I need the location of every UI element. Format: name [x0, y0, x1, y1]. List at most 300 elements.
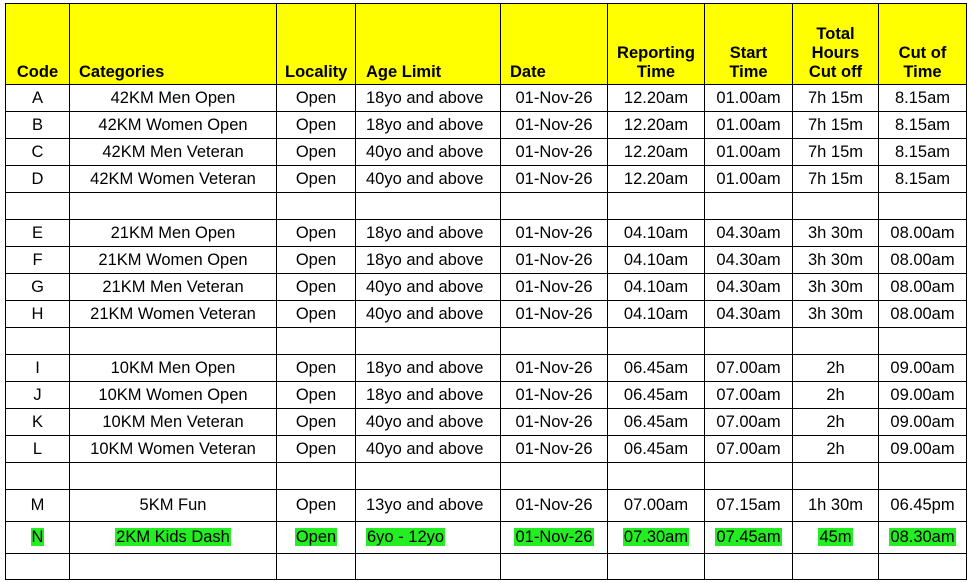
cell-start-time-text: 07.15am — [716, 496, 781, 514]
cell-reporting-time-text: 12.20am — [623, 88, 689, 107]
cell-total-hours — [793, 301, 879, 328]
cell-total-hours — [793, 247, 879, 274]
cell-cut-off-time — [879, 220, 967, 247]
cell-total-hours — [793, 522, 879, 554]
cell-category — [70, 409, 277, 436]
blank-cell — [501, 554, 608, 580]
cell-code — [6, 382, 70, 409]
cell-total-hours — [793, 274, 879, 301]
cell-age-limit — [356, 220, 501, 247]
cell-locality-text: Open — [295, 277, 337, 296]
blank-cell — [6, 328, 70, 355]
cell-age-limit — [356, 112, 501, 139]
cell-reporting-time-text: 06.45am — [623, 412, 689, 431]
cell-start-time — [705, 139, 793, 166]
cell-date — [501, 220, 608, 247]
cell-code-text: M — [30, 496, 45, 514]
cell-cut-off-time-text: 08.00am — [890, 277, 955, 296]
cell-locality-text: Open — [295, 528, 337, 546]
blank-cell — [793, 193, 879, 220]
blank-cell — [608, 463, 705, 490]
blank-cell — [879, 463, 967, 490]
cell-start-time — [705, 522, 793, 554]
cell-date-text: 01-Nov-26 — [515, 169, 593, 188]
table-row — [6, 355, 967, 382]
cell-locality — [277, 301, 356, 328]
cell-total-hours — [793, 112, 879, 139]
header-total-hours — [793, 4, 879, 85]
cell-start-time-text: 01.00am — [716, 169, 781, 188]
cell-age-limit-text: 18yo and above — [366, 250, 484, 269]
cell-total-hours-text: 45m — [819, 528, 852, 546]
cell-reporting-time — [608, 85, 705, 112]
header-reporting-time — [608, 4, 705, 85]
cell-date — [501, 247, 608, 274]
cell-category-text: 10KM Men Veteran — [102, 412, 244, 431]
cell-total-hours-text: 2h — [826, 385, 845, 404]
cell-age-limit-text: 18yo and above — [366, 358, 484, 377]
cell-age-limit — [356, 436, 501, 463]
table-row — [6, 112, 967, 139]
cell-total-hours — [793, 85, 879, 112]
cell-start-time-text: 01.00am — [716, 142, 781, 161]
blank-cell — [608, 328, 705, 355]
cell-date-text: 01-Nov-26 — [515, 496, 593, 514]
cell-date — [501, 382, 608, 409]
cell-cut-off-time-text: 09.00am — [890, 412, 955, 431]
cell-date — [501, 490, 608, 522]
cell-age-limit-text: 6yo - 12yo — [367, 528, 445, 546]
cell-cut-off-time-text: 08.30am — [890, 528, 955, 546]
cell-age-limit-text: 13yo and above — [366, 496, 484, 514]
cell-age-limit-text: 40yo and above — [366, 142, 484, 161]
cell-date-text: 01-Nov-26 — [515, 250, 593, 269]
cell-reporting-time — [608, 522, 705, 554]
table-row — [6, 274, 967, 301]
cell-code-text: G — [31, 277, 44, 296]
cell-age-limit-text: 40yo and above — [366, 304, 484, 323]
cell-code — [6, 220, 70, 247]
cell-age-limit — [356, 139, 501, 166]
cell-total-hours-text: 1h 30m — [807, 496, 864, 514]
header-cut-off-time — [879, 4, 967, 85]
cell-age-limit-text: 18yo and above — [366, 223, 484, 242]
cell-code-text: N — [31, 528, 44, 546]
cell-category — [70, 301, 277, 328]
header-start-time — [705, 4, 793, 85]
table-row — [6, 139, 967, 166]
cell-locality-text: Open — [295, 439, 337, 458]
cell-start-time-text: 07.00am — [716, 439, 781, 458]
table-row — [6, 436, 967, 463]
cell-date-text: 01-Nov-26 — [515, 358, 593, 377]
cell-category-text: 10KM Women Veteran — [90, 439, 256, 458]
cell-category-text: 2KM Kids Dash — [116, 528, 230, 546]
cell-start-time-text: 04.30am — [716, 223, 781, 242]
cell-category-text: 21KM Women Open — [98, 250, 248, 269]
cell-reporting-time — [608, 301, 705, 328]
cell-category-text: 21KM Women Veteran — [90, 304, 256, 323]
cell-start-time — [705, 112, 793, 139]
cell-date-text: 01-Nov-26 — [515, 439, 593, 458]
cell-reporting-time-text: 06.45am — [623, 439, 689, 458]
cell-code — [6, 274, 70, 301]
cell-cut-off-time — [879, 274, 967, 301]
blank-cell — [501, 328, 608, 355]
cell-start-time — [705, 301, 793, 328]
cell-locality-text: Open — [295, 115, 337, 134]
cell-date-text: 01-Nov-26 — [515, 142, 593, 161]
cell-date-text: 01-Nov-26 — [515, 115, 593, 134]
blank-cell — [6, 193, 70, 220]
table-row — [6, 85, 967, 112]
cell-locality — [277, 409, 356, 436]
cell-code — [6, 139, 70, 166]
cell-reporting-time-text: 04.10am — [623, 277, 689, 296]
cell-date-text: 01-Nov-26 — [515, 385, 593, 404]
cell-cut-off-time — [879, 382, 967, 409]
cell-locality-text: Open — [295, 142, 337, 161]
cell-locality — [277, 220, 356, 247]
blank-cell — [705, 328, 793, 355]
cell-category-text: 10KM Women Open — [98, 385, 248, 404]
table-row — [6, 247, 967, 274]
blank-cell — [879, 328, 967, 355]
cell-reporting-time — [608, 139, 705, 166]
cell-category — [70, 490, 277, 522]
table-row — [6, 301, 967, 328]
cell-total-hours — [793, 220, 879, 247]
cell-code — [6, 490, 70, 522]
cell-start-time-text: 04.30am — [716, 304, 781, 323]
blank-cell — [70, 463, 277, 490]
cell-date-text: 01-Nov-26 — [515, 277, 593, 296]
cell-cut-off-time-text: 09.00am — [890, 439, 955, 458]
cell-cut-off-time-text: 8.15am — [894, 115, 951, 134]
table-row — [6, 382, 967, 409]
cell-category — [70, 355, 277, 382]
cell-start-time — [705, 220, 793, 247]
cell-start-time — [705, 85, 793, 112]
header-code: Code — [6, 4, 70, 85]
table-row — [6, 220, 967, 247]
cell-start-time — [705, 490, 793, 522]
cell-reporting-time — [608, 220, 705, 247]
cell-date — [501, 436, 608, 463]
cell-reporting-time — [608, 436, 705, 463]
cell-category — [70, 382, 277, 409]
cell-age-limit — [356, 301, 501, 328]
cell-total-hours — [793, 139, 879, 166]
cell-start-time-text: 07.00am — [716, 358, 781, 377]
blank-cell — [277, 463, 356, 490]
blank-cell — [501, 193, 608, 220]
cell-category-text: 21KM Men Open — [110, 223, 236, 242]
cell-locality — [277, 139, 356, 166]
cell-cut-off-time — [879, 522, 967, 554]
cell-start-time — [705, 274, 793, 301]
cell-total-hours-text: 7h 15m — [807, 142, 864, 161]
cell-age-limit — [356, 355, 501, 382]
header-cutoff-line2: Time — [903, 63, 942, 81]
cell-code-text: E — [31, 223, 43, 242]
cell-code — [6, 166, 70, 193]
cell-date — [501, 139, 608, 166]
cell-total-hours — [793, 490, 879, 522]
cell-cut-off-time-text: 08.00am — [890, 250, 955, 269]
table-row — [6, 166, 967, 193]
blank-cell — [6, 463, 70, 490]
blank-cell — [356, 328, 501, 355]
cell-locality — [277, 382, 356, 409]
cell-locality-text: Open — [295, 304, 337, 323]
cell-start-time — [705, 166, 793, 193]
cell-category — [70, 139, 277, 166]
cell-code-text: L — [32, 439, 43, 458]
cell-date — [501, 85, 608, 112]
cell-date — [501, 301, 608, 328]
race-categories-table — [5, 3, 967, 580]
cell-category — [70, 85, 277, 112]
cell-date — [501, 409, 608, 436]
cell-date-text: 01-Nov-26 — [515, 412, 593, 431]
header-total-line1: Total — [816, 25, 855, 43]
cell-total-hours-text: 7h 15m — [807, 88, 864, 107]
table-row — [6, 522, 967, 554]
cell-start-time-text: 01.00am — [716, 88, 781, 107]
blank-cell — [70, 328, 277, 355]
cell-category — [70, 274, 277, 301]
cell-cut-off-time — [879, 436, 967, 463]
cell-date — [501, 166, 608, 193]
blank-separator-row — [6, 463, 967, 490]
cell-age-limit — [356, 382, 501, 409]
cell-code — [6, 522, 70, 554]
cell-start-time — [705, 409, 793, 436]
cell-age-limit-text: 18yo and above — [366, 385, 484, 404]
cell-age-limit-text: 40yo and above — [366, 277, 484, 296]
cell-locality — [277, 247, 356, 274]
cell-date-text: 01-Nov-26 — [515, 223, 593, 242]
table-body — [6, 85, 967, 580]
cell-total-hours-text: 7h 15m — [807, 115, 864, 134]
header-locality: Locality — [277, 4, 356, 85]
cell-category-text: 42KM Women Open — [98, 115, 248, 134]
cell-code — [6, 355, 70, 382]
cell-cut-off-time — [879, 490, 967, 522]
cell-reporting-time-text: 06.45am — [623, 385, 689, 404]
cell-cut-off-time-text: 09.00am — [890, 358, 955, 377]
blank-cell — [608, 193, 705, 220]
cell-category-text: 42KM Men Veteran — [102, 142, 244, 161]
blank-cell — [356, 463, 501, 490]
cell-cut-off-time — [879, 85, 967, 112]
cell-locality-text: Open — [295, 223, 337, 242]
cell-category-text: 42KM Women Veteran — [90, 169, 256, 188]
header-categories: Categories — [70, 4, 277, 85]
cell-date — [501, 522, 608, 554]
cell-code-text: B — [31, 115, 43, 134]
cell-reporting-time-text: 07.00am — [623, 496, 689, 514]
cell-age-limit-text: 18yo and above — [366, 88, 484, 107]
cell-total-hours — [793, 166, 879, 193]
cell-age-limit-text: 40yo and above — [366, 412, 484, 431]
header-start-line2: Time — [729, 63, 768, 81]
blank-cell — [608, 554, 705, 580]
cell-age-limit-text: 40yo and above — [366, 439, 484, 458]
cell-code-text: K — [31, 412, 43, 431]
header-reporting-line1: Reporting — [617, 44, 695, 62]
cell-category — [70, 220, 277, 247]
header-total-line3: Cut off — [808, 63, 863, 81]
cell-total-hours — [793, 436, 879, 463]
blank-cell — [501, 463, 608, 490]
cell-start-time-text: 07.45am — [716, 528, 781, 546]
cell-reporting-time-text: 12.20am — [623, 169, 689, 188]
cell-start-time-text: 04.30am — [716, 277, 781, 296]
cell-age-limit-text: 40yo and above — [366, 169, 484, 188]
cell-code — [6, 85, 70, 112]
cell-code-text: C — [31, 142, 44, 161]
cell-start-time — [705, 355, 793, 382]
cell-date-text: 01-Nov-26 — [515, 304, 593, 323]
cell-date-text: 01-Nov-26 — [515, 88, 593, 107]
cell-code-text: A — [31, 88, 43, 107]
cell-locality-text: Open — [295, 412, 337, 431]
blank-cell — [879, 193, 967, 220]
cell-reporting-time-text: 07.30am — [623, 528, 689, 546]
cell-cut-off-time — [879, 247, 967, 274]
blank-cell — [793, 554, 879, 580]
cell-reporting-time — [608, 274, 705, 301]
blank-cell — [277, 328, 356, 355]
cell-start-time-text: 01.00am — [716, 115, 781, 134]
cell-code — [6, 112, 70, 139]
cell-total-hours-text: 2h — [826, 439, 845, 458]
cell-category — [70, 522, 277, 554]
header-cutoff-line1: Cut of — [898, 44, 947, 62]
cell-category — [70, 247, 277, 274]
cell-cut-off-time — [879, 409, 967, 436]
cell-cut-off-time-text: 8.15am — [894, 142, 951, 161]
cell-total-hours-text: 2h — [826, 412, 845, 431]
blank-cell — [277, 554, 356, 580]
cell-category-text: 10KM Men Open — [110, 358, 236, 377]
cell-start-time — [705, 436, 793, 463]
cell-age-limit — [356, 490, 501, 522]
cell-reporting-time — [608, 382, 705, 409]
cell-reporting-time — [608, 247, 705, 274]
cell-code-text: I — [35, 358, 40, 377]
blank-cell — [705, 554, 793, 580]
cell-reporting-time-text: 12.20am — [623, 142, 689, 161]
cell-total-hours — [793, 382, 879, 409]
cell-total-hours-text: 2h — [826, 358, 845, 377]
header-start-line1: Start — [729, 44, 768, 62]
cell-category-text: 42KM Men Open — [110, 88, 236, 107]
cell-total-hours — [793, 355, 879, 382]
header-date: Date — [501, 4, 608, 85]
cell-total-hours-text: 3h 30m — [807, 277, 864, 296]
cell-code — [6, 436, 70, 463]
cell-cut-off-time-text: 08.00am — [890, 223, 955, 242]
cell-category-text: 5KM Fun — [139, 496, 207, 514]
blank-cell — [70, 193, 277, 220]
cell-locality-text: Open — [295, 496, 337, 514]
header-age-limit: Age Limit — [356, 4, 501, 85]
cell-total-hours-text: 3h 30m — [807, 304, 864, 323]
cell-code-text: H — [31, 304, 44, 323]
cell-start-time-text: 07.00am — [716, 385, 781, 404]
cell-age-limit-text: 18yo and above — [366, 115, 484, 134]
cell-locality — [277, 436, 356, 463]
cell-cut-off-time — [879, 139, 967, 166]
cell-category — [70, 436, 277, 463]
cell-cut-off-time-text: 8.15am — [894, 169, 951, 188]
cell-reporting-time-text: 04.10am — [623, 250, 689, 269]
cell-locality — [277, 112, 356, 139]
cell-cut-off-time-text: 06.45pm — [890, 496, 955, 514]
cell-locality-text: Open — [295, 88, 337, 107]
cell-total-hours — [793, 409, 879, 436]
cell-age-limit — [356, 522, 501, 554]
header-reporting-line2: Time — [636, 63, 676, 81]
cell-start-time-text: 07.00am — [716, 412, 781, 431]
cell-category — [70, 112, 277, 139]
cell-reporting-time-text: 06.45am — [623, 358, 689, 377]
cell-locality-text: Open — [295, 169, 337, 188]
cell-cut-off-time-text: 09.00am — [890, 385, 955, 404]
cell-code-text: D — [31, 169, 44, 188]
cell-cut-off-time-text: 08.00am — [890, 304, 955, 323]
cell-age-limit — [356, 247, 501, 274]
cell-reporting-time — [608, 166, 705, 193]
cell-category — [70, 166, 277, 193]
cell-cut-off-time-text: 8.15am — [894, 88, 951, 107]
table-row — [6, 490, 967, 522]
cell-start-time-text: 04.30am — [716, 250, 781, 269]
cell-age-limit — [356, 166, 501, 193]
table-row — [6, 409, 967, 436]
blank-cell — [277, 193, 356, 220]
cell-locality — [277, 522, 356, 554]
cell-reporting-time — [608, 355, 705, 382]
cell-locality — [277, 355, 356, 382]
cell-date-text: 01-Nov-26 — [515, 528, 593, 546]
cell-locality — [277, 166, 356, 193]
cell-cut-off-time — [879, 355, 967, 382]
blank-cell — [356, 554, 501, 580]
blank-cell — [705, 193, 793, 220]
blank-cell — [70, 554, 277, 580]
cell-locality — [277, 490, 356, 522]
cell-total-hours-text: 7h 15m — [807, 169, 864, 188]
cell-reporting-time — [608, 409, 705, 436]
cell-age-limit — [356, 274, 501, 301]
blank-cell — [705, 463, 793, 490]
cell-cut-off-time — [879, 166, 967, 193]
blank-trailing-row — [6, 554, 967, 580]
cell-age-limit — [356, 409, 501, 436]
blank-cell — [793, 328, 879, 355]
cell-start-time — [705, 382, 793, 409]
blank-cell — [6, 554, 70, 580]
cell-reporting-time-text: 04.10am — [623, 304, 689, 323]
cell-code-text: F — [32, 250, 43, 269]
blank-separator-row — [6, 328, 967, 355]
cell-reporting-time — [608, 490, 705, 522]
cell-cut-off-time — [879, 112, 967, 139]
